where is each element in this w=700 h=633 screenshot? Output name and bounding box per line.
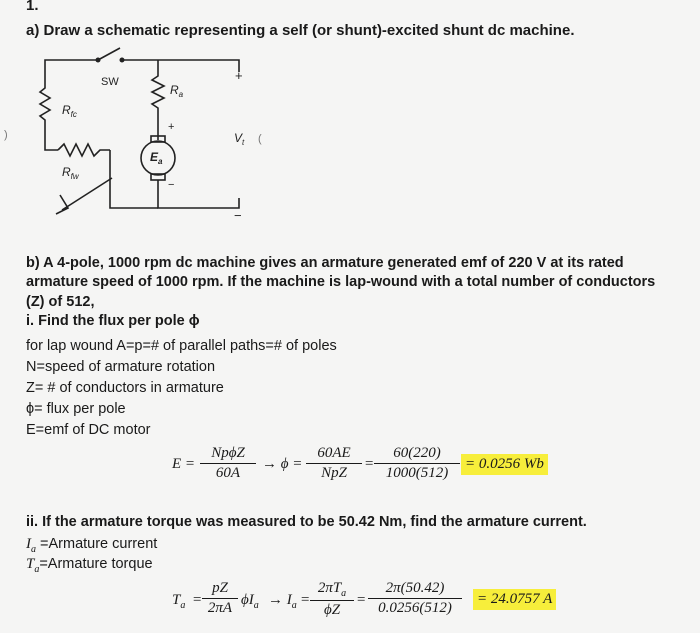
svg-text:Rfc: $R_{fc}$ — [62, 103, 77, 119]
part-a-title: a) Draw a schematic representing a self (or shunt)-excited shunt dc machine. — [26, 22, 575, 39]
part-b-intro-2: armature speed of 1000 rpm. If the machine is lap-wound with a total number of conductors — [26, 274, 656, 290]
def-speed: N=speed of armature rotation — [26, 359, 216, 375]
shunt-machine-schematic — [0, 0, 700, 240]
minus-bottom: − — [234, 208, 242, 223]
def-flux: ϕ= flux per pole — [26, 401, 126, 417]
eq1-equals: = — [364, 456, 375, 472]
question-ii: ii. If the armature torque was measured to be 50.42 Nm, find the armature current. — [26, 514, 587, 530]
ra-resistor — [152, 60, 164, 140]
switch-blade — [98, 48, 120, 60]
svg-text:Vt: $V_t$ — [234, 131, 245, 147]
rheostat-arrow — [62, 178, 112, 210]
eq1-frac3: 60(220) 1000(512) — [374, 445, 460, 482]
svg-text:Ea: $E_a$ — [150, 150, 163, 166]
def-ta: $T_a=Armature$ torque — [26, 556, 153, 575]
part-b-intro-3: (Z) of 512, — [26, 294, 95, 310]
minus-armature: − — [168, 179, 175, 191]
eq2-equals-2: = — [300, 592, 311, 608]
eq2-mid: $\phi I_a$ — [241, 592, 259, 611]
part-b-intro-1: b) A 4-pole, 1000 rpm dc machine gives an armature generated emf of 220 V at its rated — [26, 255, 624, 271]
eq1-arrow: → ϕ = — [262, 456, 303, 472]
sw-label: SW — [101, 76, 119, 88]
eq2-equals-3: = — [356, 592, 367, 608]
svg-text:Rfw: $R_{fw}$ — [62, 165, 79, 181]
eq2-equals: = — [192, 592, 203, 608]
def-conductors: Z= # of conductors in armature — [26, 380, 224, 396]
eq1-lhs: E = — [172, 456, 196, 472]
eq2-lhs: $T_a$ — [172, 592, 186, 611]
top-right-wire — [124, 60, 239, 72]
rfw-resistor — [58, 144, 110, 156]
def-emf: E=emf of DC motor — [26, 422, 151, 438]
question-i: i. Find the flux per pole ϕ — [26, 313, 200, 329]
eq2-frac2: $2\pi T_a$ ϕZ — [310, 580, 354, 619]
plus-top: + — [235, 68, 243, 83]
plus-armature: + — [168, 121, 175, 133]
svg-text:): ) — [4, 129, 8, 141]
eq1-frac2: 60AE NpZ — [306, 445, 362, 482]
problem-number: 1. — [26, 0, 39, 14]
eq1-result: = 0.0256 Wb — [461, 454, 548, 475]
rfc-resistor — [40, 70, 58, 150]
rheostat-arrowhead — [56, 195, 68, 214]
top-left-wire — [45, 60, 98, 70]
svg-text:(: ( — [258, 133, 262, 145]
svg-text:Ra: $R_a$ — [170, 83, 184, 99]
def-ia: $I_a$ =Armature current — [26, 536, 158, 555]
eq2-frac3: 2π(50.42) 0.0256(512) — [368, 580, 462, 617]
eq2-frac1: pZ 2πA — [202, 580, 238, 617]
eq1-frac1: NpϕZ 60A — [200, 445, 256, 482]
eq2-result: = 24.0757 A — [473, 589, 556, 610]
def-lap-wound: for lap wound A=p=# of parallel paths=# of poles — [26, 338, 337, 354]
eq2-arrow: → $I_a$ — [268, 592, 297, 611]
